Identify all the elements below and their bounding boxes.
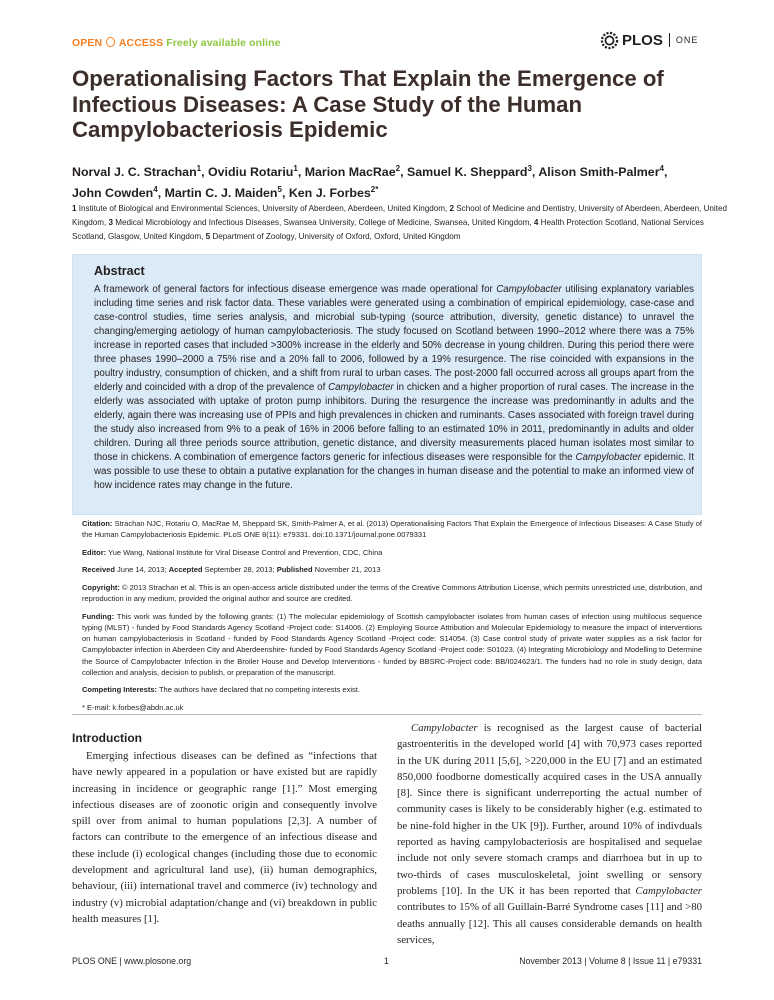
free-label: Freely available online [166, 37, 281, 49]
abstract-sentence: A framework of general factors for infectious disease emergence was made operational for [94, 284, 497, 295]
abstract-box [72, 254, 702, 515]
funding [82, 611, 702, 678]
citation-text: Strachan NJC, Rotariu O, MacRae M, Sheppard SK, Smith-Palmer A, et al. (2013) Operationalising Factors That Explain the Emergence of Infectious Diseases: A Case Study of the Human Campylobacteriosis Epidemic. PLoS ONE 8(11): e79331. doi:10.1371/journal.pone.0079331 [82, 519, 702, 540]
funding-label: Funding: [82, 611, 115, 621]
body-column-right [397, 720, 702, 948]
author-affiliation-marker: 1 [293, 163, 298, 173]
author-name: Martin C. J. Maiden [164, 186, 278, 200]
italic-term: Campylobacter [411, 722, 478, 734]
abstract-sentence: epidemic. It was possible to use these to obtain a putative explanation for the changes in human disease and the potential to make an informed view of how incidence rates may change in the future. [94, 452, 694, 491]
dates [82, 564, 702, 575]
open-label: OPEN [72, 37, 103, 49]
author-line-2: John Cowden$^4$, Martin C. J. Maiden$^5$, Ken J. Forbes$^{2*}$ [72, 184, 379, 200]
published-date: November 21, 2013 [312, 565, 381, 575]
author-line-1: Norval J. C. Strachan$^1$, Ovidiu Rotariu$^1$, Marion MacRae$^2$, Samuel K. Sheppard$^3$, Alison Smith-Palmer$^4$, [72, 163, 668, 179]
author-name: John Cowden [72, 186, 154, 200]
article-title: Operationalising Factors That Explain the Emergence of Infectious Diseases: A Case Study of the Human Campylobacteriosis Epidemic [72, 66, 664, 142]
author-affiliation-marker: 5 [277, 184, 282, 194]
author-affiliation-marker: 3 [527, 163, 532, 173]
italic-term: Campylobacter [575, 452, 642, 463]
copyright-label: Copyright: [82, 582, 120, 592]
author-name: Alison Smith-Palmer [538, 165, 660, 179]
author-affiliation-marker: 1 [196, 163, 202, 173]
accepted-label: Accepted [168, 565, 203, 575]
article-metadata [82, 518, 702, 720]
footer-issue: November 2013 | Volume 8 | Issue 11 | e79331 [519, 956, 702, 966]
copyright-text: © 2013 Strachan et al. This is an open-access article distributed under the terms of the Creative Commons Attribution License, which permits unrestricted use, distribution, and reproduction in any medium, provided the original author and source are credited. [82, 582, 702, 604]
editor-text: Yue Wang, National Institute for Viral Disease Control and Prevention, CDC, China [106, 547, 383, 557]
author-name: Ken J. Forbes [288, 186, 371, 200]
affiliation-text: Health Protection Scotland, National Services Scotland, Glasgow, United Kingdom, [72, 218, 704, 241]
abstract-text [94, 283, 694, 493]
copyright [82, 582, 702, 604]
author-name: Samuel K. Sheppard [406, 165, 528, 179]
author-affiliation-marker: 4 [153, 184, 158, 194]
affiliation-number: 5 [205, 232, 213, 241]
affiliation-text: Department of Zoology, University of Oxford, Oxford, United Kingdom [212, 232, 461, 241]
citation-label: Citation: [82, 519, 113, 528]
abstract-heading: Abstract [94, 264, 145, 278]
received-date: June 14, 2013; [114, 565, 169, 575]
author-affiliation-marker: 4 [659, 163, 664, 173]
competing-label: Competing Interests: [82, 685, 158, 695]
logo-divider [669, 33, 670, 47]
editor-label: Editor: [82, 547, 107, 557]
received-label: Received [82, 565, 115, 575]
body-paragraph [397, 720, 702, 948]
affiliation-text: Institute of Biological and Environmental Sciences, University of Aberdeen, Aberdeen, United Kingdom, [78, 204, 450, 213]
author-name: Marion MacRae [304, 165, 396, 179]
citation [82, 518, 702, 540]
author-affiliation-marker: 2* [370, 184, 379, 194]
competing-interests [82, 684, 702, 695]
competing-text: The authors have declared that no competing interests exist. [157, 685, 360, 695]
section-divider [72, 714, 702, 715]
affiliation-text: Medical Microbiology and Infectious Diseases, Swansea University, College of Medicine, Swansea, United Kingdom, [115, 218, 534, 227]
abstract-sentence: utilising explanatory variables including time series and risk factor data. These variables were generated using a combination of empirical epidemiology, case-case and case-control studies, time series analysis, and microbial sub-typing (source attribution, diversity, genetic distance) to unravel the changing/emerging aetiology of human campylobacteriosis. The study focused on Scotland between 1990–2012 where there was a 75% increase in reported cases that included >300% increase in the elderly and 50% decrease in young children. During this period there were three phases 1990–2000 a 75% rise and a 20% fall to 2006, followed by a 19% resurgence. The rise coincided with expansions in the poultry industry, consumption of chicken, and a shift from rural to urban cases. The post-2000 fall occurred across all groups apart from the elderly and coincided with a drop of the prevalence of [94, 284, 694, 393]
editor [82, 547, 702, 558]
affiliation-number: 1 [72, 204, 79, 213]
affiliation-number: 3 [108, 218, 116, 227]
body-paragraph: Emerging infectious diseases can be defined as “infections that have newly appeared in a population or have existed but are rapidly increasing in incidence or geographic range [1].” Most emerging infectious diseases are of zoonotic origin and consequently involve spill over from animal to human populations [2,3]. A number of factors can contribute to the emergence of an infectious disease and these include (i) ecological changes (including those due to economic development and agricultural land use), (ii) human demographics, behaviour, (iii) international travel and commerce (iv) technology and industry (v) microbial adaptation/change and (vi) breakdown in public health measures [1]. [72, 750, 377, 925]
footer-journal: PLOS ONE | www.plosone.org [72, 956, 192, 966]
plos-gear-icon [600, 31, 619, 50]
introduction-heading: Introduction [72, 731, 142, 745]
plos-one-logo [600, 30, 698, 50]
journal-name: ONE [675, 35, 699, 45]
author-affiliation-marker: 2 [395, 163, 401, 173]
access-label: ACCESS [118, 37, 164, 49]
body-text: contributes to 15% of all Guillain-Barré Syndrome cases [11] and >80 deaths annually [12]. This all causes considerable demands on health services, [397, 901, 702, 946]
email[interactable]: * E-mail: k.forbes@abdn.ac.uk [82, 702, 184, 712]
abstract-sentence: in chicken and a higher proportion of rural cases. The increase in the elderly was associated with uptake of proton pump inhibitors. During the resurgence the increase was predominantly in adults and the elderly, again there was increasing use of PPIs and high prevalences in chicken and ruminants. Cases associated with foreign travel during the study also increased from 9% to a peak of 16% in 2006 before falling to an estimated 10% in 2011, predominantly in adults and older children. During all three periods source attribution, genetic distance, and diversity measurements placed human isolates most similar to those in chickens. A combination of emergence factors generic for infectious diseases were responsible for the [94, 382, 694, 463]
italic-term: Campylobacter [635, 884, 702, 897]
open-access-banner [72, 37, 281, 49]
affiliations [72, 202, 732, 244]
body-text: is recognised as the largest cause of bacterial gastroenteritis in the developed world [4] with 70,973 cases reported in the UK during 2011 [5,6], >220,000 in the EU [7] and an estimated 850,000 foodborne domestically acquired cases in the USA annually [8]. Since there is significant underreporting the actual number of community cases is likely to be considerably higher (e.g. estimated to be nine-fold higher in the UK [9]). Further, around 10% of indivduals reported as having campylobacteriosis are hospitalised and sequelae include not only severe stomach cramps and diarrhoea but in up to two-thirds of cases musculoskeletal, joint swelling or sensory problems [10]. In the UK it has been reported that [397, 722, 702, 897]
published-label: Published [276, 565, 313, 575]
author-name: Norval J. C. Strachan [72, 165, 197, 179]
author-list [72, 162, 722, 204]
plos-brand: PLOS [622, 31, 663, 49]
affiliation-number: 4 [533, 218, 541, 227]
page-number: 1 [384, 956, 389, 966]
body-column-left [72, 748, 377, 927]
affiliation-number: 2 [449, 204, 457, 213]
accepted-date: September 28, 2013; [202, 565, 277, 575]
open-access-lock-icon [106, 37, 115, 47]
italic-term: Campylobacter [328, 382, 394, 393]
author-name: Ovidiu Rotariu [207, 165, 294, 179]
affiliation-text: School of Medicine and Dentistry, University of Aberdeen, Aberdeen, United Kingdom, [72, 204, 727, 227]
funding-text: This work was funded by the following grants: (1) The molecular epidemiology of Scottish campylobacter isolates from human cases of infection using multilocus sequence typing (MLST) - funded by Food Standards Agency Scotland -Project code: S14006. (2) Employing Source Attribution and Molecular Epidemiology to measure the impact of interventions on human campylobacteriosis in Scotland - funded by Food Standards Agency Scotland -Project code: S14054. (3) Case control study of private water supplies as a risk factor for Campylobacter infection in Aberdeen City and Aberdeenshire- funded by Food Standards Agency Scotland -Project code: S01023. (4) Integrating Microbiology and Modelling to Determine the Source of Campylobacter Infection in the Broiler House and Develop Interventions - funded by BBSRC-Project code: BB/I024623/1. The funders had no role in study design, data collection and analysis, decision to publish, or preparation of the manuscript. [82, 611, 702, 677]
italic-term: Campylobacter [496, 284, 562, 295]
